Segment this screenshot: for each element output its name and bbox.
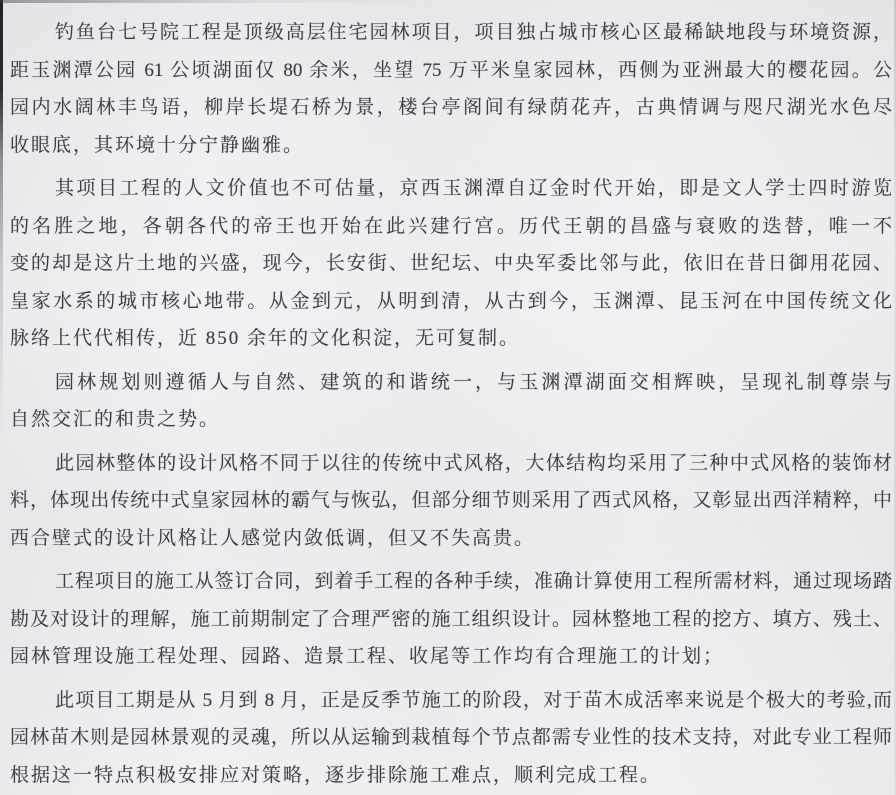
- text-line: 园林管理设施工程处理、园路、造景工程、收尾等工作均有合理施工的计划；: [10, 646, 725, 667]
- text-line: 自然交汇的和贵之势。: [10, 409, 221, 430]
- paragraph: [10, 170, 892, 358]
- text-line: 钓鱼台七号院工程是顶级高层住宅园林项目，项目独占城市核心区最稀缺地段与环境资源，: [55, 22, 892, 43]
- paragraph: [10, 682, 892, 795]
- text-line: 距玉渊潭公园 61 公顷湖面仅 80 余米，坐望 75 万平米皇家园林，西侧为亚洲最大的樱花园。公: [10, 59, 892, 81]
- scan-edge-artifact-top: [0, 0, 430, 3]
- document-text: [10, 14, 892, 794]
- paragraph: [10, 445, 892, 558]
- text-line: 根据这一特点积极安排应对策略，逐步排除施工难点，顺利完成工程。: [10, 764, 662, 786]
- text-line: 料，体现出传统中式皇家园林的霸气与恢弘，但部分细节则采用了西式风格，又彰显出西洋精粹，中: [10, 490, 892, 511]
- text-line: 皇家水系的城市核心地带。从金到元，从明到清，从古到今，玉渊潭、昆玉河在中国传统文化: [10, 290, 892, 312]
- scan-edge-artifact-left: [0, 0, 3, 440]
- paragraph: [10, 364, 892, 439]
- text-line: 工程项目的施工从签订合同，到着手工程的各种手续，准确计算使用工程所需材料，通过现场踏: [55, 571, 892, 592]
- text-line: 的名胜之地，各朝各代的帝王也开始在此兴建行宫。历代王朝的昌盛与衰败的迭替，唯一不: [10, 215, 892, 237]
- paragraph: [10, 563, 892, 676]
- text-line: 此项目工期是从 5 月到 8 月，正是反季节施工的阶段，对于苗木成活率来说是个极大的考验,而: [55, 689, 892, 711]
- text-line: 此园林整体的设计风格不同于以往的传统中式风格，大体结构均采用了三种中式风格的装饰材: [55, 452, 892, 474]
- text-line: 西合壁式的设计风格让人感觉内敛低调，但又不失高贵。: [10, 527, 536, 549]
- text-line: 其项目工程的人文价值也不可估量，京西玉渊潭自辽金时代开始，即是文人学士四时游览: [55, 178, 892, 199]
- text-line: 变的却是这片土地的兴盛，现今，长安街、世纪坛、中央军委比邻与此，依旧在昔日御用花园、: [10, 253, 892, 274]
- text-line: 园内水阔林丰鸟语，柳岸长堤石桥为景，楼台亭阁间有绿荫花卉，古典情调与咫尺湖光水色尽: [10, 97, 892, 118]
- paragraph: [10, 14, 892, 164]
- text-line: 园林苗木则是园林景观的灵魂，所以从运输到栽植每个节点都需专业性的技术支持，对此专业工程师: [10, 727, 892, 748]
- text-line: 勘及对设计的理解，施工前期制定了合理严密的施工组织设计。园林整地工程的挖方、填方、残土、: [10, 608, 892, 630]
- text-line: 脉络上代代相传，近 850 余年的文化积淀，无可复制。: [10, 328, 521, 349]
- text-line: 园林规划则遵循人与自然、建筑的和谐统一，与玉渊潭湖面交相辉映，呈现礼制尊崇与: [55, 371, 892, 393]
- text-line: 收眼底，其环境十分宁静幽雅。: [10, 134, 305, 156]
